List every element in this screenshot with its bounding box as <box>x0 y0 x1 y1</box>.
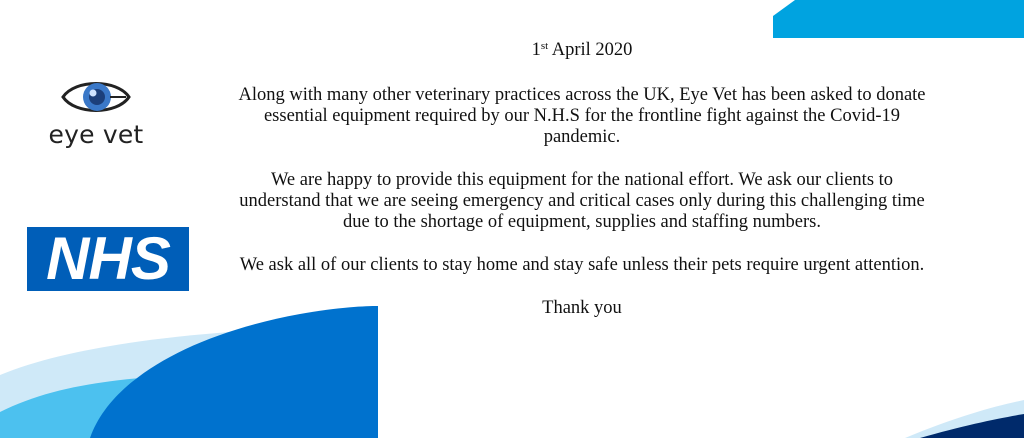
letter-date <box>232 40 932 61</box>
letter-body <box>232 40 932 319</box>
eye-vet-wordmark: eye vet <box>48 120 144 149</box>
paragraph-stay-home: We ask all of our clients to stay home and stay safe unless their pets require urgent attention. <box>239 255 925 275</box>
date-day: 1 <box>531 40 541 60</box>
date-suffix: st <box>540 40 549 52</box>
nhs-wordmark: NHS <box>46 225 170 292</box>
paragraph-equipment: We are happy to provide this equipment for the national effort. We ask our clients to understand that we are seeing emergency and critical cases only during this challenging time due to the shortage of equipment, supplies and staffing numbers. <box>239 170 925 232</box>
closing-thank-you: Thank you <box>542 298 622 318</box>
nhs-logo <box>27 227 189 291</box>
top-right-blue-band <box>773 0 1024 38</box>
eye-vet-logo <box>40 68 152 152</box>
paragraph-donation: Along with many other veterinary practices across the UK, Eye Vet has been asked to donate essential equipment required by our N.H.S for the frontline fight against the Covid-19 pandemic. <box>238 85 926 147</box>
date-month-year: April 2020 <box>548 40 633 60</box>
eye-icon <box>60 74 132 120</box>
